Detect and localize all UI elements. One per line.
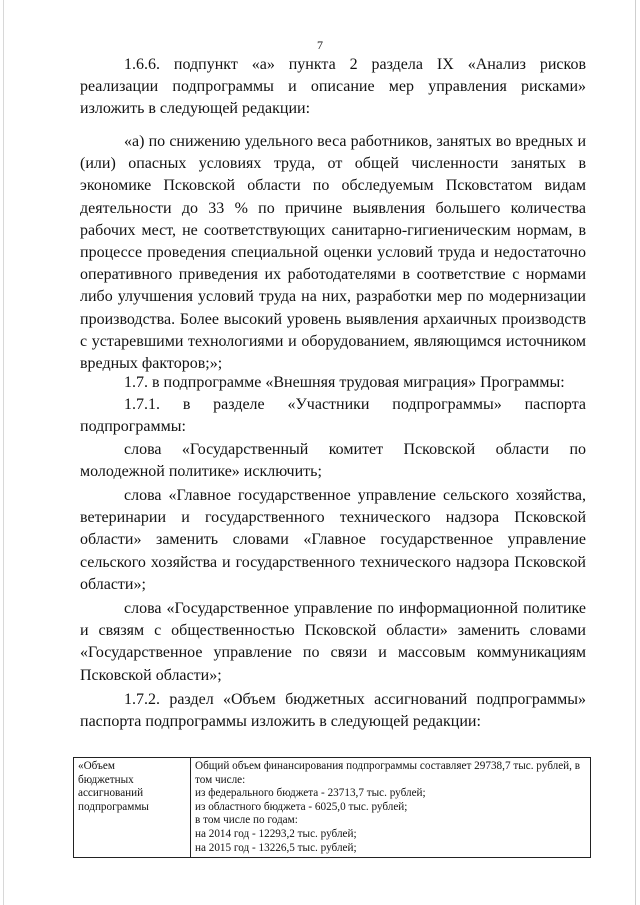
- paragraph-words-information: [80, 598, 586, 687]
- budget-table: [73, 757, 591, 858]
- paragraph-text: слова «Государственный комитет Псковской области по молодежной политике» исключить;: [80, 441, 586, 481]
- value-line: на 2014 год - 12293,2 тыс. рублей;: [195, 827, 357, 840]
- paragraph-text: 1.7.1. в разделе «Участники подпрограммы» паспорта подпрограммы:: [80, 396, 586, 436]
- paragraph-words-agriculture: [80, 485, 586, 596]
- scan-edge-left: [3, 0, 4, 905]
- paragraph-text: 1.7.2. раздел «Объем бюджетных ассигнований подпрограммы» паспорта подпрограммы изложить в следующей редакции:: [80, 691, 586, 731]
- budget-table-container: [73, 757, 591, 858]
- value-line: из областного бюджета - 6025,0 тыс. рублей;: [195, 800, 408, 813]
- paragraph-1-7-1: [80, 394, 586, 438]
- paragraph-text: 1.7. в подпрограмме «Внешняя трудовая миграция» Программы:: [124, 374, 565, 391]
- label-line: бюджетных: [78, 773, 134, 786]
- value-line: на 2015 год - 13226,5 тыс. рублей;: [195, 841, 357, 854]
- paragraph-text: слова «Главное государственное управление сельского хозяйства, ветеринарии и государственного технического надзора Псковской области» заменить словами «Главное государственное управление сельского хозяйства и государственного технического надзора Псковской области»;: [80, 487, 586, 593]
- table-label-cell: [74, 758, 191, 858]
- paragraph-1-6-6: [80, 54, 586, 121]
- label-line: «Объем: [78, 760, 115, 772]
- page-number: 7: [317, 38, 323, 52]
- scan-edge-right: [635, 0, 636, 905]
- value-line: в том числе по годам:: [195, 814, 298, 827]
- value-line: из федерального бюджета - 23713,7 тыс. рублей;: [195, 787, 426, 800]
- paragraph-1-7: [80, 372, 586, 394]
- paragraph-text: 1.6.6. подпункт «а» пункта 2 раздела IX «Анализ рисков реализации подпрограммы и описание мер управления рисками» изложить в следующей редакции:: [80, 56, 586, 118]
- paragraph-risk-a: [80, 131, 586, 375]
- table-value-cell: [191, 758, 591, 858]
- value-line: Общий объем финансирования подпрограммы составляет 29738,7 тыс. рублей, в том числе:: [195, 760, 581, 786]
- paragraph-1-7-2: [80, 689, 586, 733]
- label-line: ассигнований: [78, 787, 144, 800]
- paragraph-words-committee: [80, 439, 586, 483]
- table-row: [74, 758, 591, 858]
- paragraph-text: «а) по снижению удельного веса работников, занятых во вредных и (или) опасных условиях труда, от общей численности занятых в экономике Псковской области по обследуемым Псковстатом видам деятельности до 33 % по причине выявления большего количества рабочих мест, не соответствующих санитарно-гигиеническим нормам, в процессе проведения специальной оценки условий труда и недостаточно оперативного приведения их работодателями в соответствие с нормами либо улучшения условий труда на них, разработки мер по модернизации производства. Более высокий уровень выявления архаичных производств с устаревшими технологиями и оборудованием, являющимся источником вредных факторов;»;: [80, 133, 586, 373]
- paragraph-text: слова «Государственное управление по информационной политике и связям с общественностью Псковской области» заменить словами «Государственное управление по связи и массовым коммуникациям Псковской области»;: [80, 600, 586, 684]
- label-line: подпрограммы: [78, 800, 149, 813]
